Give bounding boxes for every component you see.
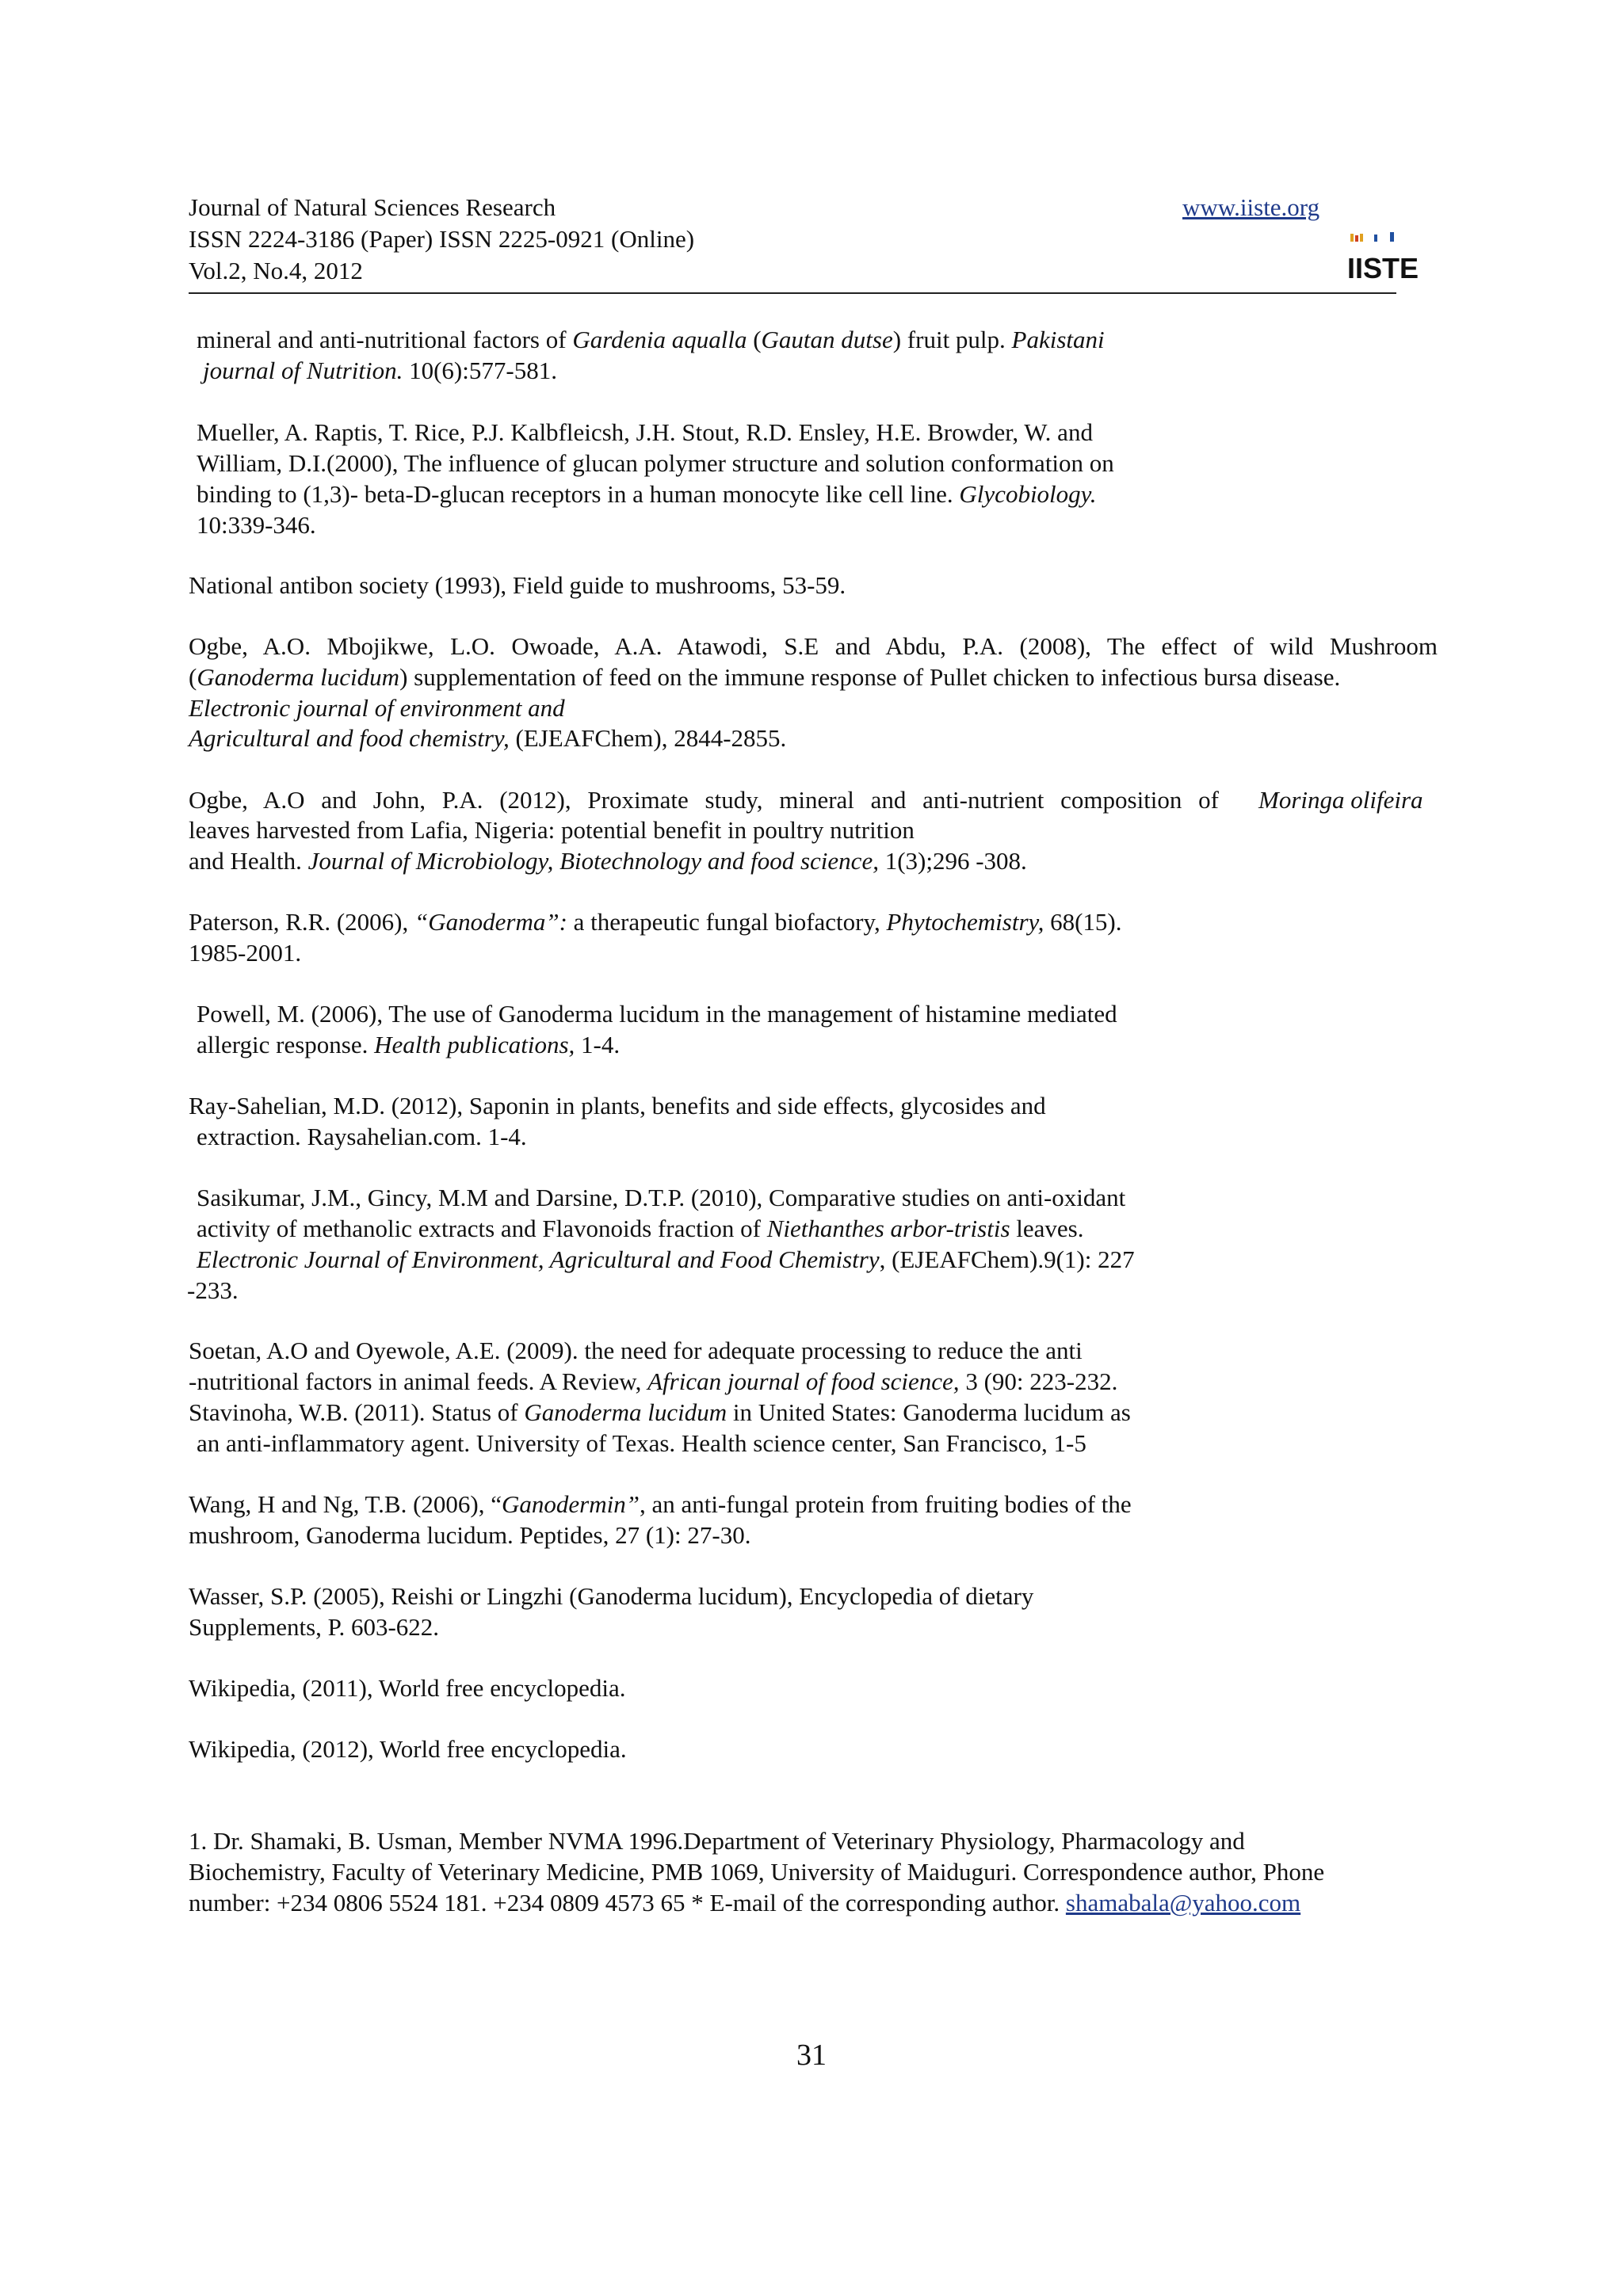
ref-ogbe-2012-species: Moringa olifeira xyxy=(1258,786,1423,814)
ref-ogbe-2008-line-2: (Ganoderma lucidum) supplementation of feed on the immune response of Pullet chicken to infectious bursa disease. xyxy=(189,663,1341,691)
ref-continuation-line-1: mineral and anti-nutritional factors of Gardenia aqualla (Gautan dutse) fruit pulp. Pakistani xyxy=(197,326,1105,353)
ref-ray-sahelian-line-1: Ray-Sahelian, M.D. (2012), Saponin in plants, benefits and side effects, glycosides and xyxy=(189,1092,1046,1119)
ref-stavinoha-line-1: Stavinoha, W.B. (2011). Status of Ganoderma lucidum in United States: Ganoderma lucidum as xyxy=(189,1398,1131,1426)
ref-wang-line-1: Wang, H and Ng, T.B. (2006), “Ganodermin”, an anti-fungal protein from fruiting bodies of the xyxy=(189,1490,1132,1518)
ref-paterson-line-1: Paterson, R.R. (2006), “Ganoderma”: a therapeutic fungal biofactory, Phytochemistry, 68(15). xyxy=(189,908,1122,936)
email-link[interactable]: shamabala@yahoo.com xyxy=(1065,1889,1301,1917)
ref-soetan-line-2: -nutritional factors in animal feeds. A Review, African journal of food science, 3 (90: 223-232. xyxy=(189,1367,1118,1395)
ref-ogbe-2012-line-2: leaves harvested from Lafia, Nigeria: potential benefit in poultry nutrition xyxy=(189,816,915,844)
ref-mueller-line-3: binding to (1,3)- beta-D-glucan receptors in a human monocyte like cell line. Glycobiology. xyxy=(197,480,1097,508)
footnote-line-3: number: +234 0806 5524 181. +234 0809 4573 65 * E-mail of the corresponding author. shamabala@yahoo.com xyxy=(189,1889,1301,1917)
website-link[interactable]: www.iiste.org xyxy=(1182,193,1320,221)
ref-ogbe-2012-line-1: Ogbe, A.O and John, P.A. (2012), Proximate study, mineral and anti-nutrient composition of xyxy=(189,786,1219,814)
ref-sasikumar-line-2: activity of methanolic extracts and Flavonoids fraction of Niethanthes arbor-tristis leaves. xyxy=(197,1215,1084,1242)
ref-wang-line-2: mushroom, Ganoderma lucidum. Peptides, 27 (1): 27-30. xyxy=(189,1521,751,1549)
ref-sasikumar-line-3: Electronic Journal of Environment, Agricultural and Food Chemistry, (EJEAFChem).9(1): 227 xyxy=(197,1245,1135,1273)
ref-ray-sahelian-line-2: extraction. Raysahelian.com. 1-4. xyxy=(197,1123,527,1150)
ref-wikipedia-2011: Wikipedia, (2011), World free encyclopedia. xyxy=(189,1674,626,1702)
ref-mueller-line-2: William, D.I.(2000), The influence of glucan polymer structure and solution conformation on xyxy=(197,449,1114,477)
ref-powell-line-1: Powell, M. (2006), The use of Ganoderma lucidum in the management of histamine mediated xyxy=(197,1000,1117,1028)
ref-ogbe-2012-line-3: and Health. Journal of Microbiology, Biotechnology and food science, 1(3);296 -308. xyxy=(189,847,1027,875)
ref-ogbe-2008-line-1: Ogbe, A.O. Mbojikwe, L.O. Owoade, A.A. Atawodi, S.E and Abdu, P.A. (2008), The effect of wild Mushroom xyxy=(189,632,1438,660)
logo-text: IISTE xyxy=(1347,252,1419,284)
ref-powell-line-2: allergic response. Health publications, 1-4. xyxy=(197,1031,621,1058)
iiste-logo xyxy=(1347,232,1419,288)
issn-line: ISSN 2224-3186 (Paper) ISSN 2225-0921 (Online) xyxy=(189,225,695,253)
ref-soetan-line-1: Soetan, A.O and Oyewole, A.E. (2009). the need for adequate processing to reduce the anti xyxy=(189,1337,1083,1364)
header-rule xyxy=(189,292,1396,294)
ref-ogbe-2008-line-4: Agricultural and food chemistry, (EJEAFChem), 2844-2855. xyxy=(189,724,787,752)
ref-ogbe-2008-line-3: Electronic journal of environment and xyxy=(189,694,565,722)
ref-mueller-line-1: Mueller, A. Raptis, T. Rice, P.J. Kalbfleicsh, J.H. Stout, R.D. Ensley, H.E. Browder, W. and xyxy=(197,418,1093,446)
volume-line: Vol.2, No.4, 2012 xyxy=(189,257,363,284)
footnote-line-1: 1. Dr. Shamaki, B. Usman, Member NVMA 1996.Department of Veterinary Physiology, Pharmacology and xyxy=(189,1827,1245,1855)
ref-continuation-line-2: journal of Nutrition. 10(6):577-581. xyxy=(203,357,557,384)
ref-sasikumar-line-1: Sasikumar, J.M., Gincy, M.M and Darsine, D.T.P. (2010), Comparative studies on anti-oxidant xyxy=(197,1184,1126,1211)
ref-national-antibon: National antibon society (1993), Field guide to mushrooms, 53-59. xyxy=(189,571,846,599)
journal-title: Journal of Natural Sciences Research xyxy=(189,193,556,221)
ref-sasikumar-line-4: -233. xyxy=(187,1276,239,1304)
ref-stavinoha-line-2: an anti-inflammatory agent. University of Texas. Health science center, San Francisco, 1-5 xyxy=(197,1429,1086,1457)
page-number: 31 xyxy=(796,2039,827,2072)
ref-mueller-line-4: 10:339-346. xyxy=(197,511,316,539)
ref-wikipedia-2012: Wikipedia, (2012), World free encyclopedia. xyxy=(189,1735,627,1763)
ref-wasser-line-2: Supplements, P. 603-622. xyxy=(189,1613,440,1641)
ref-paterson-line-2: 1985-2001. xyxy=(189,939,302,967)
ref-wasser-line-1: Wasser, S.P. (2005), Reishi or Lingzhi (Ganoderma lucidum), Encyclopedia of dietary xyxy=(189,1582,1034,1610)
footnote-line-2: Biochemistry, Faculty of Veterinary Medicine, PMB 1069, University of Maiduguri. Correspondence author, Phone xyxy=(189,1858,1325,1886)
